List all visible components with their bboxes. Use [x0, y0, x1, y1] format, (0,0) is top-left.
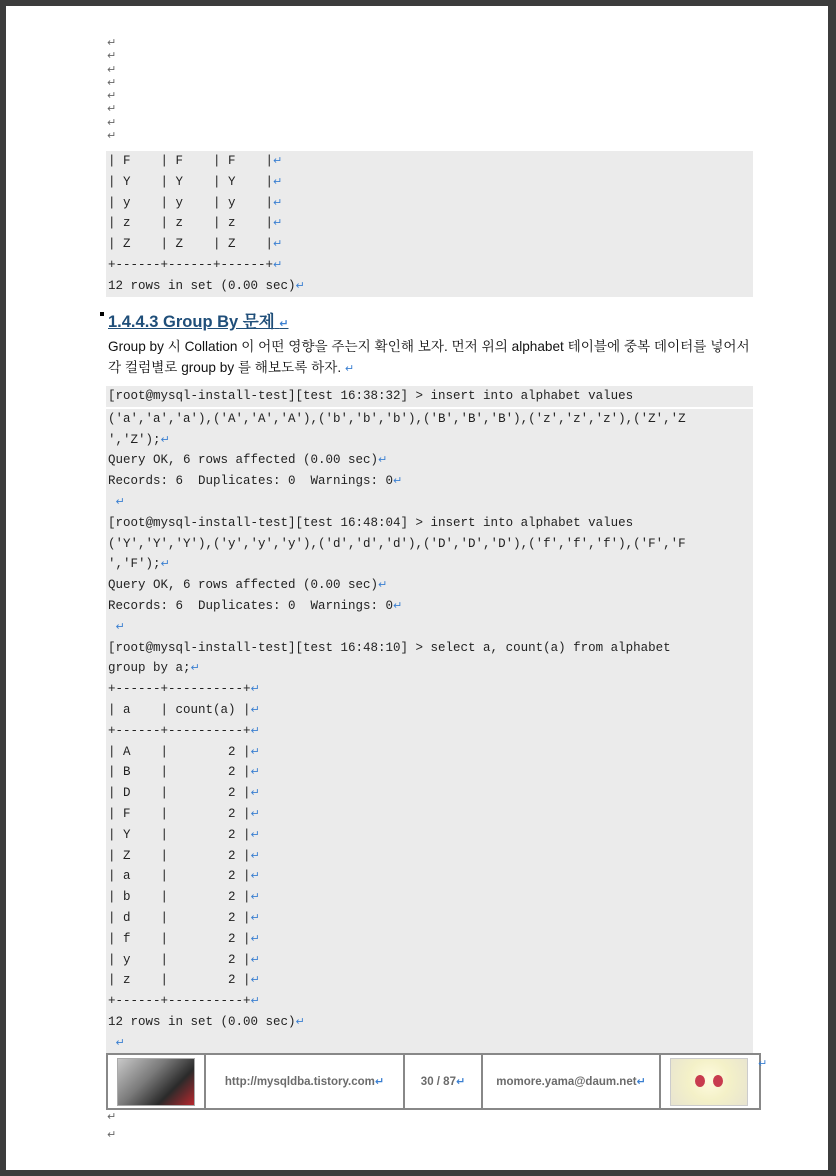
blank-paragraph-mark: ↵	[107, 89, 117, 103]
paragraph-mark: ↵	[190, 661, 200, 675]
footer-email[interactable]: momore.yama@daum.net	[496, 1075, 637, 1088]
code-line-text: | Z | Z | Z |	[108, 237, 274, 252]
blank-paragraph-mark: ↵	[107, 49, 117, 63]
code-line-text: ('Y','Y','Y'),('y','y','y'),('d','d','d'),('D','D','D'),('f','f','f'),('F','F	[108, 536, 686, 551]
code-line	[106, 658, 753, 679]
code-line-text: +------+----------+	[108, 994, 251, 1009]
code-line	[106, 721, 753, 742]
code-line-text: [root@mysql-install-test][test 16:48:04] > insert into alphabet values	[108, 515, 634, 530]
code-line-text: Query OK, 6 rows affected (0.00 sec)	[108, 578, 379, 593]
paragraph-mark: ↵	[273, 154, 283, 167]
paragraph-mark: ↵	[115, 619, 125, 633]
heading-bullet-marker	[100, 312, 104, 316]
document-page	[6, 6, 828, 1170]
paragraph-mark: ↵	[107, 1110, 117, 1123]
paragraph-mark: ↵	[273, 257, 283, 271]
paragraph-mark: ↵	[273, 195, 283, 209]
code-line-text	[108, 620, 116, 634]
code-line	[106, 407, 753, 430]
code-line	[106, 172, 753, 193]
paragraph-mark: ↵	[758, 1057, 768, 1070]
code-line-text: | z | 2 |	[108, 973, 251, 988]
code-line-text: | a | 2 |	[108, 869, 251, 884]
paragraph-mark: ↵	[636, 1075, 646, 1088]
blank-paragraph-mark: ↵	[107, 75, 117, 89]
code-line	[106, 846, 753, 867]
code-line-text	[108, 1036, 116, 1050]
code-line	[106, 386, 753, 407]
paragraph-mark: ↵	[273, 237, 283, 251]
code-line-text: | A | 2 |	[108, 744, 251, 759]
paragraph-mark: ↵	[250, 786, 260, 800]
code-line	[106, 492, 753, 513]
blank-paragraph-mark: ↵	[107, 129, 117, 143]
paragraph-mark: ↵	[250, 702, 260, 716]
paragraph-mark: ↵	[250, 744, 260, 758]
code-line-text: Query OK, 6 rows affected (0.00 sec)	[108, 453, 379, 468]
code-line	[106, 575, 753, 596]
code-line-text: +------+----------+	[108, 723, 251, 738]
code-line-text: ','F');	[108, 557, 161, 572]
code-line-text: +------+----------+	[108, 682, 251, 697]
paragraph-mark: ↵	[455, 1075, 466, 1088]
paragraph-mark: ↵	[344, 362, 355, 375]
paragraph-mark: ↵	[160, 557, 170, 571]
paragraph-mark: ↵	[250, 890, 260, 904]
code-line-text: | F | 2 |	[108, 806, 251, 821]
footer-url[interactable]: http://mysqldba.tistory.com	[224, 1075, 375, 1088]
code-line	[106, 825, 753, 846]
blank-paragraph-mark: ↵	[107, 36, 117, 49]
code-line	[106, 742, 753, 763]
code-line	[106, 430, 753, 451]
code-line	[106, 1033, 753, 1054]
code-line	[106, 213, 753, 234]
paragraph-mark: ↵	[295, 278, 305, 292]
page-footer	[106, 1053, 761, 1110]
code-line-text: | Z | 2 |	[108, 848, 251, 863]
code-line-text: | F | F | F |	[108, 154, 274, 168]
code-line	[106, 471, 753, 492]
code-line-text: 12 rows in set (0.00 sec)	[108, 278, 296, 293]
code-line	[106, 783, 753, 804]
code-line	[106, 970, 753, 991]
blank-paragraph-mark: ↵	[107, 102, 117, 116]
code-line-text: Records: 6 Duplicates: 0 Warnings: 0	[108, 474, 394, 489]
code-line	[106, 534, 753, 555]
paragraph-mark: ↵	[279, 317, 289, 330]
code-line-text: | f | 2 |	[108, 931, 251, 946]
paragraph-mark: ↵	[378, 453, 388, 467]
code-line	[106, 866, 753, 887]
code-line	[106, 596, 753, 617]
code-line	[106, 151, 753, 172]
avatar	[670, 1058, 748, 1106]
paragraph-mark: ↵	[273, 174, 283, 188]
paragraph-mark: ↵	[374, 1075, 385, 1088]
paragraph-mark: ↵	[378, 578, 388, 592]
code-line-text: | Y | Y | Y |	[108, 174, 274, 189]
paragraph-mark: ↵	[250, 994, 260, 1008]
avatar	[117, 1058, 195, 1106]
code-line-text: 12 rows in set (0.00 sec)	[108, 1014, 296, 1029]
code-line	[106, 950, 753, 971]
paragraph-mark: ↵	[273, 216, 283, 230]
code-line	[106, 234, 753, 255]
section-heading-text: 1.4.4.3 Group By 문제	[108, 313, 275, 331]
code-line-text: | B | 2 |	[108, 765, 251, 780]
paragraph-mark: ↵	[250, 973, 260, 987]
footer-url-cell	[206, 1055, 405, 1108]
paragraph-mark: ↵	[250, 910, 260, 924]
body-paragraph-text: Group by 시 Collation 이 어떤 영향을 주는지 확인해 보자. 먼저 위의 alphabet 테이블에 중복 데이터를 넣어서 각 컬럼별로 group by 를 해보도록 하자.	[108, 339, 750, 375]
code-line-text: | z | z | z |	[108, 216, 274, 231]
code-line	[106, 193, 753, 214]
blank-paragraph-mark: ↵	[107, 62, 117, 76]
code-line	[106, 513, 753, 534]
code-line	[106, 908, 753, 929]
code-line	[106, 276, 753, 297]
paragraph-mark: ↵	[250, 869, 260, 883]
code-line	[106, 804, 753, 825]
code-line-text	[108, 495, 116, 509]
blank-paragraph-mark: ↵	[107, 115, 117, 129]
code-line-text: | D | 2 |	[108, 786, 251, 801]
code-line-text: | y | y | y |	[108, 195, 274, 210]
footer-email-cell	[483, 1055, 661, 1108]
code-block-group-by	[106, 386, 753, 1054]
paragraph-mark: ↵	[295, 1014, 305, 1028]
code-line-text: ','Z');	[108, 432, 161, 447]
paragraph-mark: ↵	[250, 723, 260, 737]
code-line-text: ('a','a','a'),('A','A','A'),('b','b','b'),('B','B','B'),('z','z','z'),('Z','Z	[108, 411, 686, 426]
paragraph-mark: ↵	[107, 1128, 117, 1141]
author-avatar-right	[661, 1055, 757, 1108]
paragraph-mark: ↵	[250, 952, 260, 966]
code-line	[106, 887, 753, 908]
paragraph-mark: ↵	[393, 598, 403, 612]
code-line-text: | Y | 2 |	[108, 827, 251, 842]
paragraph-mark: ↵	[160, 432, 170, 446]
code-line-text: group by a;	[108, 661, 191, 676]
code-line	[106, 617, 753, 638]
code-line	[106, 679, 753, 700]
body-paragraph	[108, 336, 758, 379]
blank-paragraphs	[107, 36, 116, 142]
code-line-text: [root@mysql-install-test][test 16:48:10] > select a, count(a) from alphabet	[108, 640, 671, 655]
section-heading	[108, 308, 289, 332]
page-number: 30 / 87	[420, 1075, 456, 1088]
paragraph-mark: ↵	[115, 494, 125, 508]
paragraph-mark: ↵	[250, 682, 260, 696]
code-block-result-tail	[106, 151, 753, 297]
paragraph-mark: ↵	[250, 806, 260, 820]
paragraph-mark: ↵	[393, 474, 403, 488]
code-line-text: Records: 6 Duplicates: 0 Warnings: 0	[108, 598, 394, 613]
author-avatar-left	[108, 1055, 206, 1108]
code-line	[106, 700, 753, 721]
paragraph-mark: ↵	[250, 848, 260, 862]
footer-page-cell	[405, 1055, 483, 1108]
code-line-text: | d | 2 |	[108, 910, 251, 925]
code-line	[106, 255, 753, 276]
code-line	[106, 929, 753, 950]
code-line	[106, 638, 753, 659]
code-line	[106, 1012, 753, 1033]
code-line-text: | a | count(a) |	[108, 702, 251, 717]
code-line-text: | y | 2 |	[108, 952, 251, 967]
code-line	[106, 554, 753, 575]
paragraph-mark: ↵	[250, 931, 260, 945]
code-line	[106, 762, 753, 783]
paragraph-mark: ↵	[250, 827, 260, 841]
paragraph-mark: ↵	[115, 1035, 125, 1049]
code-line	[106, 991, 753, 1012]
code-line-text: [root@mysql-install-test][test 16:38:32] > insert into alphabet values	[108, 389, 634, 403]
paragraph-mark: ↵	[250, 765, 260, 779]
code-line-text: +------+------+------+	[108, 257, 274, 272]
code-line-text: | b | 2 |	[108, 890, 251, 905]
code-line	[106, 450, 753, 471]
